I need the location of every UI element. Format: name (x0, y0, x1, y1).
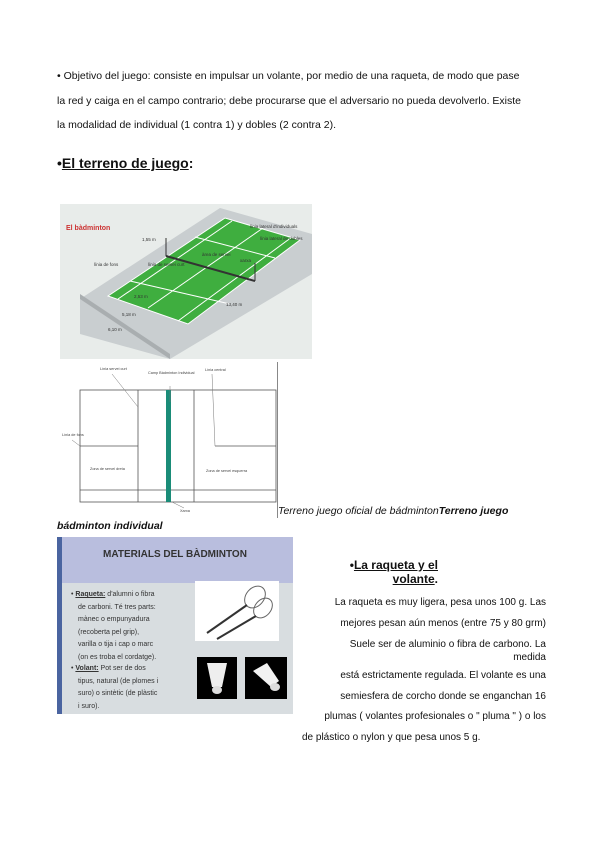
raqueta-heading (318, 558, 438, 586)
slide-text: (on es troba el cordatge). (78, 653, 157, 661)
intro-line: la modalidad de individual (1 contra 1) y dobles (2 contra 2). (57, 119, 336, 131)
slide-bullet-volant: • Volant: Pot ser de dos tipus, natural (de plomes i suro) o sintètic (de plàstic i suro). (71, 663, 201, 713)
materials-slide (57, 537, 293, 714)
shuttlecock-natural-image (197, 657, 237, 699)
raqueta-heading-line2: volante (392, 572, 435, 586)
court3d-label: línia de servei curt (148, 262, 185, 267)
slide-text: d'alumni o fibra (105, 591, 155, 598)
slide-text: varilla o tija i cap o marc (78, 641, 154, 648)
plan-label: Camp Bàdminton Individual (148, 371, 195, 375)
court3d-label: 13,40 m (226, 302, 243, 307)
slide-bullet-raqueta: • Raqueta: d'alumni o fibra de carboni. Té tres parts: mànec o empunyadura (recoberta pel grip), varilla o tija i cap o marc (on es troba el cordatge). (71, 589, 201, 664)
terreno-heading (57, 155, 193, 171)
plan-label: Línia servei curt (100, 367, 127, 371)
raqueta-line: plumas ( volantes profesionales o " pluma " ) o los (324, 711, 546, 722)
plan-label: Xarxa (180, 509, 190, 513)
raqueta-line: está estrictamente regulada. El volante es una (340, 670, 546, 681)
raqueta-line: Suele ser de aluminio o fibra de carbono. La (349, 639, 546, 650)
court3d-label: línia lateral d'individuals (250, 224, 298, 229)
slide-text: (recoberta pel grip), (78, 628, 140, 636)
slide-text: i suro). (78, 702, 100, 710)
court-plan-svg (60, 362, 277, 518)
slide-text: mànec o empunyadura (78, 616, 150, 623)
raqueta-line: La raqueta es muy ligera, pesa unos 100 g. Las (334, 597, 546, 608)
slide-title: MATERIALS DEL BÀDMINTON (103, 549, 247, 560)
image-caption-continued: bádminton individual (57, 520, 163, 532)
heading-colon: : (188, 155, 194, 171)
caption-text: Terreno juego oficial de bádminton (278, 505, 439, 517)
slide-text: suro) o sintètic (de plàstic (78, 690, 158, 697)
plan-label: Línia central (205, 368, 226, 372)
slide-text: Pot ser de dos (98, 665, 146, 672)
slide-raqueta-label: Raqueta: (75, 591, 106, 598)
court-plan-diagram (60, 362, 278, 518)
shuttlecock-synthetic-image (245, 657, 287, 699)
bullet: • (57, 155, 62, 171)
court3d-title: El bàdminton (66, 225, 111, 232)
court3d-label: 5,18 m (122, 312, 136, 317)
court3d-label: línia lateral de dobles (260, 236, 303, 241)
caption-bold: Terreno juego (438, 505, 509, 517)
intro-line: la red y caiga en el campo contrario; debe procurarse que el adversario no pueda devolverlo. Existe (57, 94, 522, 107)
slide-text: tipus, natural (de plomes i (78, 677, 159, 685)
intro-line: • Objetivo del juego: consiste en impulsar un volante, por medio de una raqueta, de modo que pase (57, 70, 520, 82)
intro-paragraph (57, 64, 547, 138)
court3d-label: àrea de servei (202, 252, 231, 257)
plan-label: Zona de servei esquerra (206, 469, 248, 473)
raqueta-line: semiesfera de corcho donde se enganchan 16 (340, 690, 546, 702)
image-caption (278, 505, 508, 517)
slide-volant-label: Volant: (75, 665, 99, 672)
plan-label: Línia de fons (62, 433, 84, 437)
court-3d-image (60, 204, 312, 359)
raqueta-line: medida (513, 652, 546, 663)
raqueta-paragraph (300, 593, 546, 748)
raqueta-line: mejores pesan aún menos (entre 75 y 80 grm) (340, 617, 546, 629)
bullet: • (349, 558, 354, 572)
court3d-label: 1,55 m (142, 237, 156, 242)
rackets-image (195, 581, 279, 641)
court3d-label: línia de fons (94, 262, 119, 267)
plan-label: Zona de servei dreta (90, 467, 125, 471)
raqueta-line: de plástico o nylon y que pesa unos 5 g. (302, 731, 481, 743)
court3d-label: xarxa (240, 258, 252, 263)
court3d-label: 6,10 m (108, 327, 122, 332)
court3d-label: 2,53 m (134, 294, 148, 299)
slide-text: de carboni. Té tres parts: (78, 603, 156, 611)
court-3d-svg (60, 204, 312, 359)
terreno-heading-text: El terreno de juego (61, 155, 189, 171)
raqueta-heading-line1: La raqueta y el (353, 558, 438, 572)
heading-dot: . (434, 572, 438, 586)
